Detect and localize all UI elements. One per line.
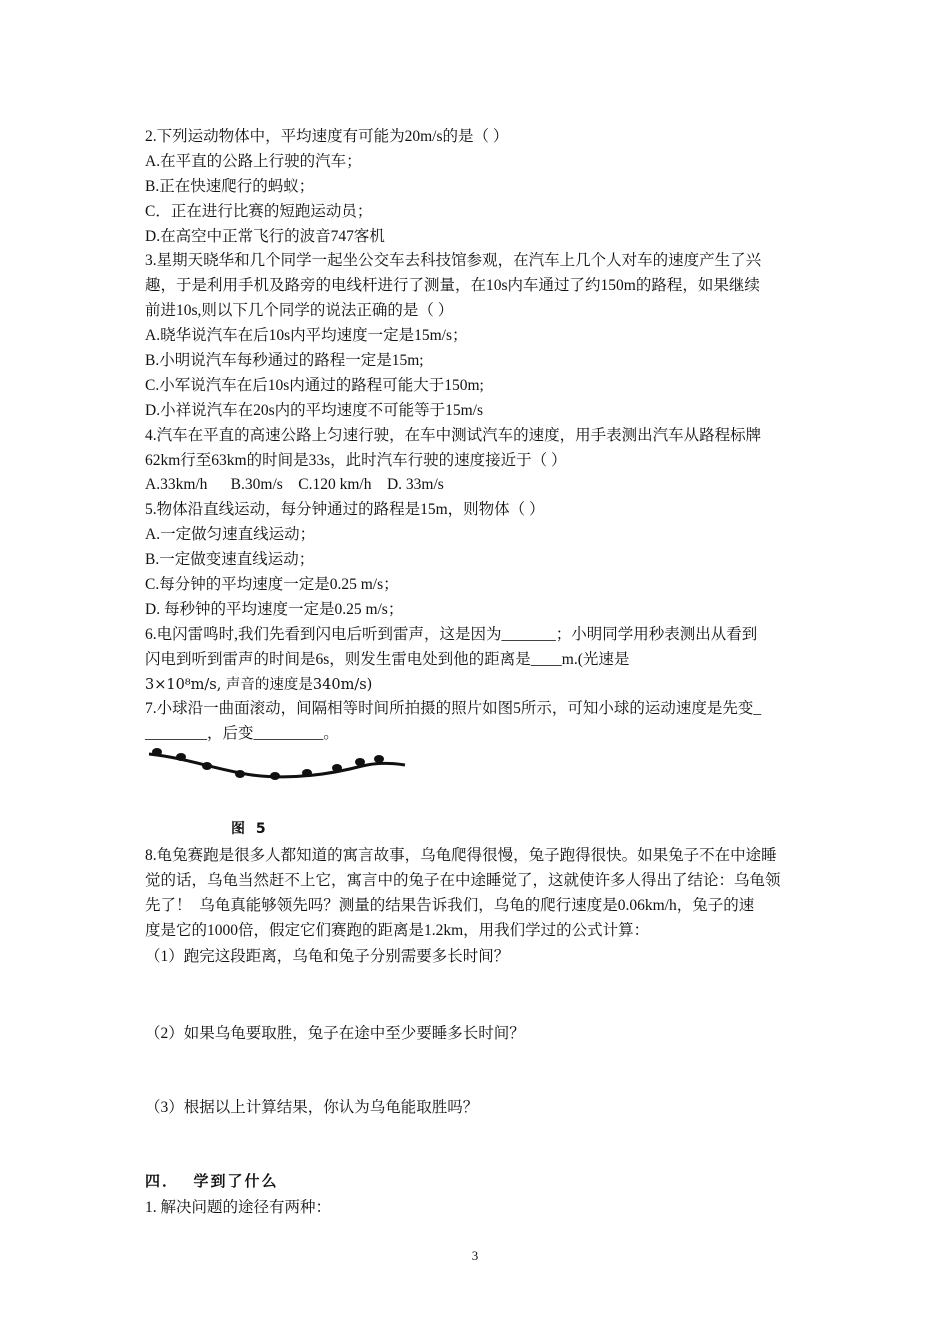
- q2-option-c: C．正在进行比赛的短跑运动员；: [145, 202, 373, 220]
- ball-3: [202, 762, 212, 770]
- page-number: 3: [471, 1248, 479, 1263]
- section-4-item-1: 1. 解决问题的途径有两种：: [145, 1199, 332, 1216]
- q8-line-3: 先了！ 乌龟真能够领先吗？测量的结果告诉我们，乌龟的爬行速度是0.06km/h，兔子的速: [145, 896, 755, 914]
- q8-subquestion-3: （3）根据以上计算结果，你认为乌龟能取胜吗？: [145, 1099, 479, 1116]
- ball-4: [235, 770, 245, 778]
- q4-stem-line-2: 62km行至63km的时间是33s，此时汽车行驶的速度接近于（ ）: [145, 451, 567, 469]
- q5-option-d: D. 每秒钟的平均速度一定是0.25 m/s；: [145, 600, 404, 618]
- q6-line-3: 3×10⁸m/s, 声音的速度是340m/s): [145, 676, 373, 693]
- rolling-ball-photo-figure: [147, 744, 409, 786]
- q8-line-1: 8.龟兔赛跑是很多人都知道的寓言故事，乌龟爬得很慢，兔子跑得很快。如果兔子不在中途睡: [145, 847, 777, 864]
- q7-line-1: 7.小球沿一曲面滚动，间隔相等时间所拍摄的照片如图5所示，可知小球的运动速度是先变_: [145, 700, 762, 718]
- q3-stem-line-3: 前进10s,则以下几个同学的说法正确的是（ ）: [145, 302, 454, 320]
- q3-option-c: C.小军说汽车在后10s内通过的路程可能大于150m;: [145, 376, 484, 394]
- q3-option-b: B.小明说汽车每秒通过的路程一定是15m;: [145, 352, 424, 370]
- q8-subquestion-2: （2）如果乌龟要取胜，兔子在途中至少要睡多长时间？: [145, 1025, 525, 1042]
- q4-stem-line-1: 4.汽车在平直的高速公路上匀速行驶，在车中测试汽车的速度，用手表测出汽车从路程标牌: [145, 426, 762, 444]
- ball-7: [332, 764, 342, 772]
- q3-option-a: A.晓华说汽车在后10s内平均速度一定是15m/s；: [145, 327, 468, 345]
- q7-line-2: ________，后变_________。: [145, 725, 339, 743]
- q3-stem-line-1: 3.星期天晓华和几个同学一起坐公交车去科技馆参观，在汽车上几个人对车的速度产生了兴: [145, 252, 762, 270]
- q5-stem: 5.物体沿直线运动，每分钟通过的路程是15m，则物体（ ）: [145, 501, 545, 519]
- q3-option-d: D.小祥说汽车在20s内的平均速度不可能等于15m/s: [145, 401, 483, 419]
- q2-option-a: A.在平直的公路上行驶的汽车；: [145, 152, 362, 170]
- q4-options: A.33km/h B.30m/s C.120 km/h D. 33m/s: [145, 476, 444, 494]
- q5-option-b: B.一定做变速直线运动；: [145, 551, 315, 569]
- question-8: [145, 844, 810, 944]
- section-4-heading: 四． 学到了什么: [145, 1172, 279, 1190]
- q6-line-2: 闪电到听到雷声的时间是6s，则发生雷电处到他的距离是____m.(光速是: [145, 650, 630, 668]
- q2-option-d: D.在高空中正常飞行的波音747客机: [145, 227, 385, 245]
- q2-option-b: B.正在快速爬行的蚂蚁；: [145, 177, 315, 195]
- questions-2-to-7: [145, 125, 810, 747]
- ball-2: [176, 753, 186, 761]
- ball-5: [270, 772, 280, 780]
- q6-line-1: 6.电闪雷鸣时,我们先看到闪电后听到雷声，这是因为_______；小明同学用秒表测出从看到: [145, 625, 758, 643]
- figure-5-caption: 图 5: [231, 821, 269, 837]
- q8-subquestion-1: （1）跑完这段距离，乌龟和兔子分别需要多长时间？: [145, 948, 510, 965]
- q8-line-2: 觉的话，乌龟当然赶不上它，寓言中的兔子在中途睡觉了，这就使许多人得出了结论：乌龟领: [145, 871, 781, 889]
- q5-option-c: C.每分钟的平均速度一定是0.25 m/s；: [145, 576, 399, 594]
- q5-option-a: A.一定做匀速直线运动；: [145, 526, 316, 544]
- q3-stem-line-2: 趣，于是利用手机及路旁的电线杆进行了测量，在10s内车通过了约150m的路程，如果继续: [145, 277, 760, 295]
- ball-6: [302, 769, 312, 777]
- q8-line-4: 度是它的1000倍，假定它们赛跑的距离是1.2km，用我们学过的公式计算：: [145, 921, 650, 939]
- q2-stem: 2.下列运动物体中，平均速度有可能为20m/s的是（ ）: [145, 128, 509, 145]
- ball-9: [374, 755, 384, 763]
- ball-8: [355, 758, 365, 766]
- ball-1: [152, 748, 162, 756]
